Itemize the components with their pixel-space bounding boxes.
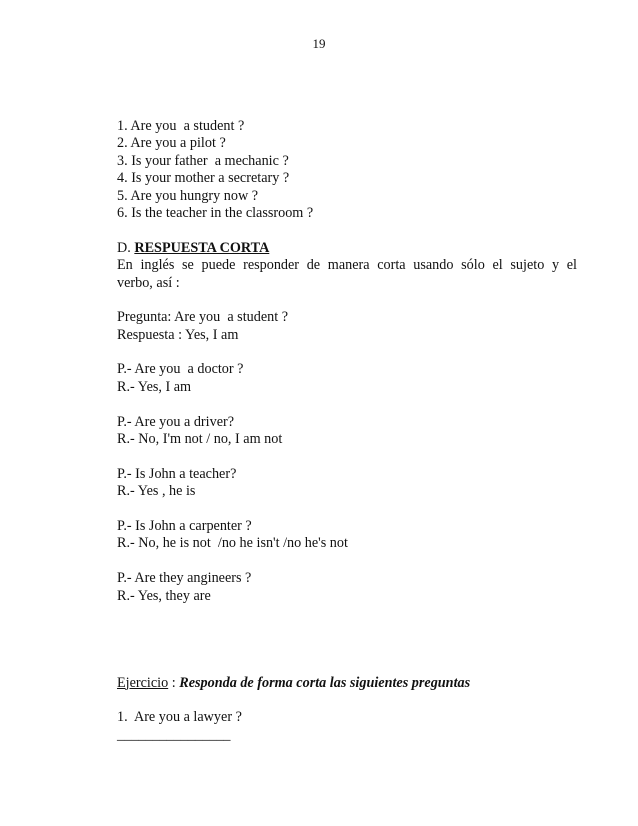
question-4: 4. Is your mother a secretary ? — [117, 170, 290, 187]
example-question: Pregunta: Are you a student ? — [117, 309, 288, 326]
pair-3-question: P.- Is John a teacher? — [117, 465, 237, 482]
pair-5-answer: R.- Yes, they are — [117, 587, 211, 604]
exercise-separator: : — [168, 674, 180, 691]
section-d-heading — [117, 240, 577, 257]
pair-2-question: P.- Are you a driver? — [117, 413, 235, 430]
pair-1-answer: R.- Yes, I am — [117, 378, 192, 395]
example-answer: Respuesta : Yes, I am — [117, 326, 239, 343]
question-1: 1. Are you a student ? — [117, 118, 245, 134]
pair-4-answer: R.- No, he is not /no he isn't /no he's not — [117, 535, 348, 552]
section-d-prefix: D. — [117, 239, 135, 256]
question-6: 6. Is the teacher in the classroom ? — [117, 204, 314, 221]
section-d-title: RESPUESTA CORTA — [134, 239, 270, 256]
exercise-item-1: 1. Are you a lawyer ? — [117, 709, 242, 726]
exercise-instruction: Responda de forma corta las siguientes preguntas — [179, 674, 471, 691]
question-5: 5. Are you hungry now ? — [117, 187, 259, 204]
pair-3-answer: R.- Yes , he is — [117, 483, 196, 500]
question-2: 2. Are you a pilot ? — [117, 135, 226, 152]
pair-2-answer: R.- No, I'm not / no, I am not — [117, 431, 283, 448]
pair-1-question: P.- Are you a doctor ? — [117, 361, 244, 378]
question-3: 3. Is your father a mechanic ? — [117, 152, 289, 169]
document-body — [117, 118, 577, 744]
exercise-heading — [117, 675, 577, 692]
pair-5-question: P.- Are they angineers ? — [117, 570, 252, 587]
answer-blank-line: ________________ — [117, 726, 231, 743]
pair-4-question: P.- Is John a carpenter ? — [117, 517, 252, 534]
section-d-intro-line1: En inglés se puede responder de manera corta usando sólo el sujeto y el — [117, 257, 577, 274]
page-number: 19 — [312, 36, 326, 51]
section-d-intro-line2: verbo, así : — [117, 274, 180, 291]
exercise-label: Ejercicio — [117, 674, 169, 691]
